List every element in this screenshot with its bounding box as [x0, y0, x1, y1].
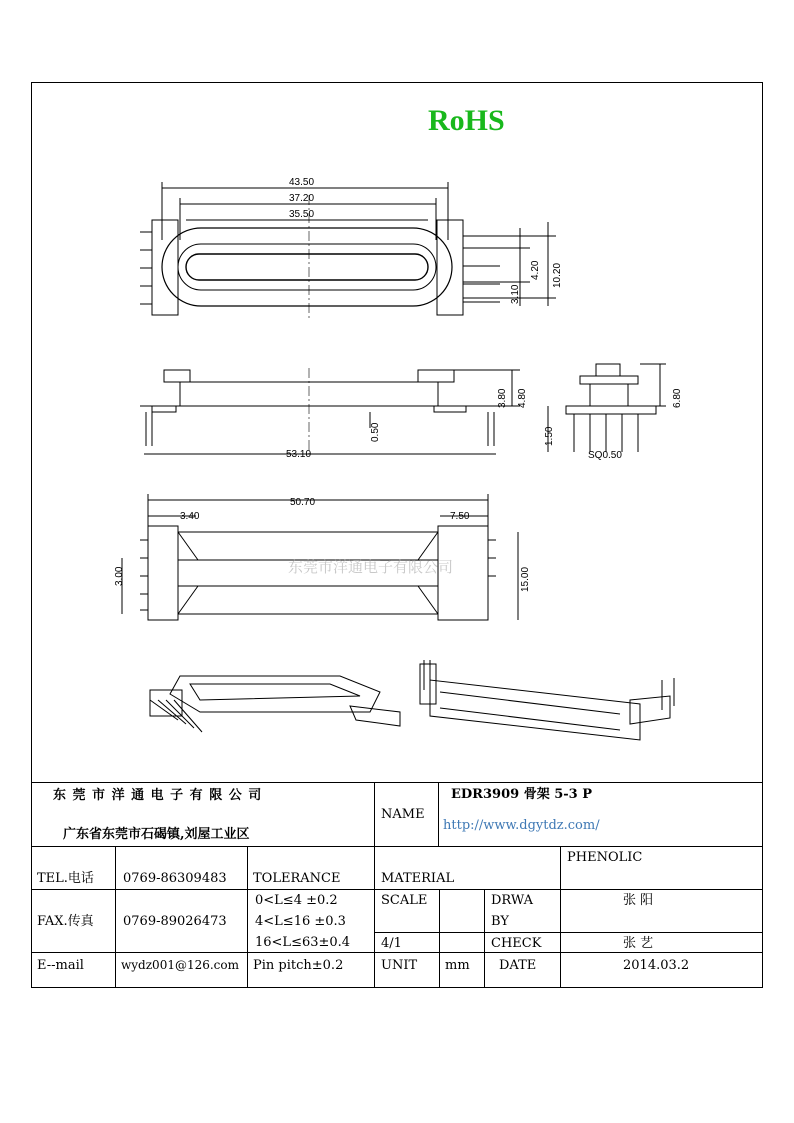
top-view [140, 177, 563, 318]
isometric-view-right [420, 660, 674, 740]
email-label: E--mail [37, 958, 84, 973]
dim-a-label: 43.50 [289, 177, 315, 188]
dim-o-label: 3.00 [114, 566, 125, 586]
dim-p-label: 3.40 [180, 511, 200, 522]
material-value: PHENOLIC [567, 850, 643, 865]
tolerance-label: TOLERANCE [253, 871, 341, 886]
dim-m-label: 50.70 [290, 497, 316, 508]
company-name: 东 莞 市 洋 通 电 子 有 限 公 司 [53, 788, 263, 803]
scale-value: 4/1 [381, 936, 402, 951]
tolerance-row-3: 16<L≤63±0.4 [255, 935, 351, 950]
dim-q-label: 7.50 [450, 511, 470, 522]
dim-r-label: 0.50 [370, 422, 381, 442]
dim-f-label: 10.20 [552, 262, 563, 288]
tel-value: 0769-86309483 [123, 871, 227, 886]
check-label: CHECK [491, 936, 542, 951]
tel-label: TEL.电话 [37, 871, 94, 886]
dim-b-label: 37.20 [289, 193, 315, 204]
front-view [140, 368, 528, 460]
company-url[interactable]: http://www.dgytdz.com/ [443, 818, 600, 833]
isometric-view-left [150, 676, 400, 732]
part-name: EDR3909 骨架 5-3 P [451, 787, 593, 802]
dim-n-label: 15.00 [520, 566, 531, 592]
drawn-by-label-1: DRWA [491, 893, 534, 908]
fax-label: FAX.传真 [37, 914, 94, 929]
dim-d-label: 4.20 [530, 260, 541, 280]
dim-h-label: 4.80 [517, 388, 528, 408]
material-label: MATERIAL [381, 871, 455, 886]
drawn-by-label-2: BY [491, 914, 509, 929]
tolerance-row-2: 4<L≤16 ±0.3 [255, 914, 346, 929]
unit-value: mm [445, 958, 470, 973]
dim-l-label: 53.10 [286, 449, 312, 460]
title-block [31, 782, 763, 988]
dim-c-label: 35.50 [289, 209, 315, 220]
dim-i-label: 1.50 [544, 426, 555, 446]
tolerance-row-1: 0<L≤4 ±0.2 [255, 893, 338, 908]
company-address: 广东省东莞市石碣镇,刘屋工业区 [63, 827, 250, 842]
drawn-by-value: 张 阳 [623, 893, 654, 908]
fax-value: 0769-89026473 [123, 914, 227, 929]
bottom-view [114, 494, 531, 620]
unit-label: UNIT [381, 958, 418, 973]
date-value: 2014.03.2 [623, 958, 690, 973]
scale-label: SCALE [381, 893, 428, 908]
side-view [544, 364, 683, 461]
dim-k-label: SQ0.50 [588, 450, 622, 461]
dim-g-label: 3.80 [497, 388, 508, 408]
pin-pitch: Pin pitch±0.2 [253, 958, 344, 973]
name-label: NAME [381, 807, 425, 822]
email-value: wydz001@126.com [121, 958, 240, 972]
checked-by-value: 张 艺 [623, 936, 654, 951]
watermark: 东莞市洋通电子有限公司 [288, 558, 454, 576]
rohs-label: RoHS [428, 104, 505, 137]
dim-j-label: 6.80 [672, 388, 683, 408]
date-label: DATE [499, 958, 537, 973]
dim-e-label: 3.10 [510, 284, 521, 304]
